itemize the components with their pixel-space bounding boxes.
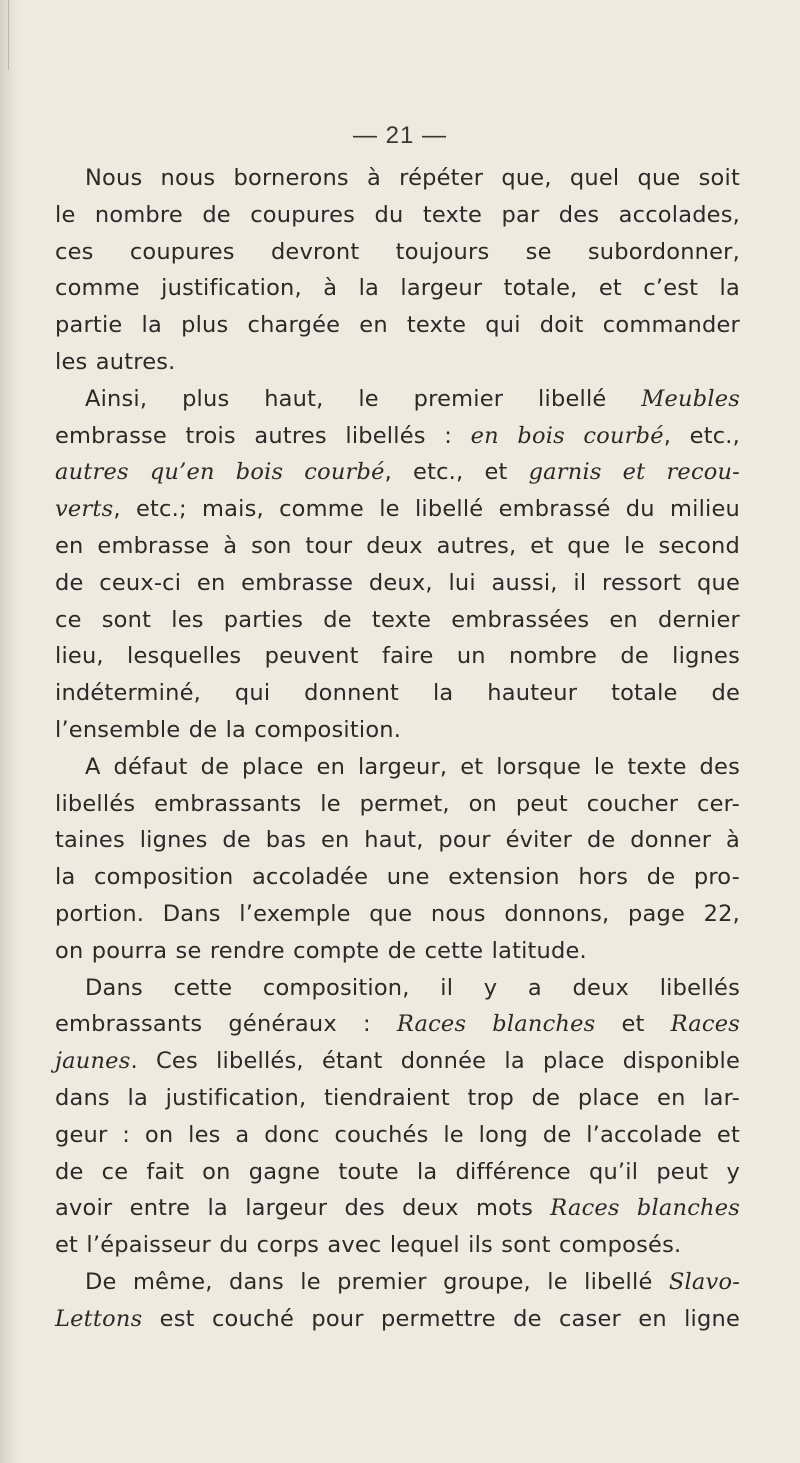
binding-edge	[8, 0, 9, 70]
text-line-19: taines lignes de bas en haut, pour éviter de donner à	[55, 827, 740, 854]
text-line-1: Nous nous bornerons à répéter que, quel que soit	[85, 165, 740, 191]
text-line-28: de ce fait on gagne toute la différence qu’il peut y	[55, 1158, 740, 1185]
text-line-11: en embrasse à son tour deux autres, et que le second	[55, 532, 740, 559]
text-line-13: ce sont les parties de texte embrassées en dernier	[55, 606, 740, 633]
text-line-7: Ainsi, plus haut, le premier libellé Meubles	[85, 385, 740, 412]
text-line-32: Lettons est couché pour permettre de caser en ligne	[55, 1305, 740, 1332]
text-line-15: indéterminé, qui donnent la hauteur totale de	[55, 680, 740, 707]
text-line-17: A défaut de place en largeur, et lorsque le texte des	[85, 753, 740, 780]
text-line-4: comme justification, à la largeur totale, et c’est la	[55, 275, 740, 302]
page-number: — 21 —	[352, 122, 448, 149]
text-line-3: ces coupures devront toujours se subordonner,	[55, 238, 740, 265]
text-line-6: les autres.	[55, 348, 176, 375]
text-line-26: dans la justification, tiendraient trop de place en lar-	[55, 1084, 740, 1111]
text-line-23: Dans cette composition, il y a deux libellés	[85, 974, 740, 1001]
text-line-22: on pourra se rendre compte de cette latitude.	[55, 937, 587, 964]
text-line-29: avoir entre la largeur des deux mots Races blanches	[55, 1195, 740, 1222]
text-line-16: l’ensemble de la composition.	[55, 716, 402, 743]
text-line-25: jaunes. Ces libellés, étant donnée la place disponible	[55, 1048, 740, 1075]
text-line-9: autres qu’en bois courbé, etc., et garnis et recou-	[55, 459, 740, 486]
text-line-5: partie la plus chargée en texte qui doit commander	[55, 312, 740, 339]
text-line-18: libellés embrassants le permet, on peut coucher cer-	[55, 790, 740, 817]
text-line-14: lieu, lesquelles peuvent faire un nombre de lignes	[55, 643, 740, 670]
text-line-10: verts, etc.; mais, comme le libellé embrassé du milieu	[55, 496, 740, 523]
text-line-30: et l’épaisseur du corps avec lequel ils sont composés.	[55, 1232, 682, 1259]
body-text	[55, 160, 740, 1338]
text-line-20: la composition accoladée une extension hors de pro-	[55, 864, 740, 891]
text-line-21: portion. Dans l’exemple que nous donnons, page 22,	[55, 900, 740, 927]
text-line-27: geur : on les a donc couchés le long de l’accolade et	[55, 1121, 740, 1148]
binding-shadow	[0, 0, 18, 1463]
text-line-2: le nombre de coupures du texte par des accolades,	[55, 201, 740, 228]
text-line-8: embrasse trois autres libellés : en bois courbé, etc.,	[55, 422, 741, 449]
text-line-24: embrassants généraux : Races blanches et Races	[55, 1011, 740, 1038]
text-line-12: de ceux-ci en embrasse deux, lui aussi, il ressort que	[55, 569, 740, 596]
text-line-31: De même, dans le premier groupe, le libellé Slavo-	[85, 1268, 740, 1295]
